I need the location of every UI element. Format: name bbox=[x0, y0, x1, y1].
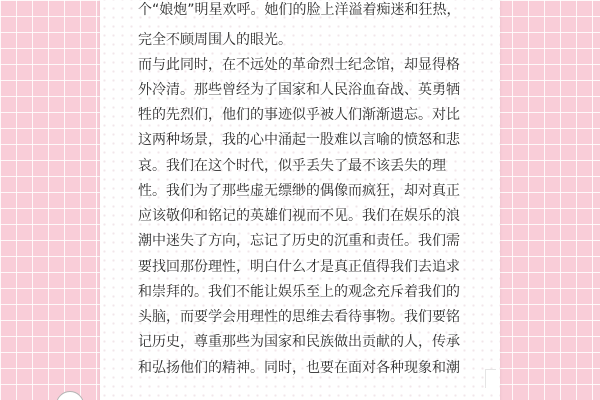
article-line: 外冷清。那些曾经为了国家和人民浴血奋战、英勇牺 bbox=[138, 82, 460, 98]
article-line: 而与此同时，在不远处的革命烈士纪念馆，却显得格 bbox=[138, 57, 460, 73]
article-line: 个“娘炮”明星欢呼。她们的脸上洋溢着痴迷和狂热， bbox=[138, 2, 461, 18]
article-line: 性。我们为了那些虚无缥缈的偶像而疯狂，却对真正 bbox=[138, 183, 460, 199]
article-line: 牲的先烈们，他们的事迹似乎被人们渐渐遗忘。对比 bbox=[138, 107, 460, 123]
circle-button[interactable] bbox=[56, 391, 84, 400]
article-line: 记历史，尊重那些为国家和民族做出贡献的人，传承 bbox=[138, 334, 460, 350]
article-line: 头脑，而要学会用理性的思维去看待事物。我们要铭 bbox=[138, 309, 460, 325]
article-line: 完全不顾周围人的眼光。 bbox=[138, 32, 292, 48]
article-line: 潮中迷失了方向，忘记了历史的沉重和责任。我们需 bbox=[138, 233, 460, 249]
scroll-tab[interactable] bbox=[485, 369, 496, 388]
article-line: 要找回那份理性，明白什么才是真正值得我们去追求 bbox=[138, 259, 460, 275]
article-card bbox=[100, 0, 500, 400]
article-line: 应该敬仰和铭记的英雄们视而不见。我们在娱乐的浪 bbox=[138, 208, 460, 224]
article-line: 和弘扬他们的精神。同时，也要在面对各种现象和潮 bbox=[138, 360, 460, 376]
article-line: 和崇拜的。我们不能让娱乐至上的观念充斥着我们的 bbox=[138, 284, 460, 300]
article-line: 这两种场景，我的心中涌起一股难以言喻的愤怒和悲 bbox=[138, 132, 460, 148]
article-line: 哀。我们在这个时代，似乎丢失了最不该丢失的理 bbox=[138, 158, 446, 174]
